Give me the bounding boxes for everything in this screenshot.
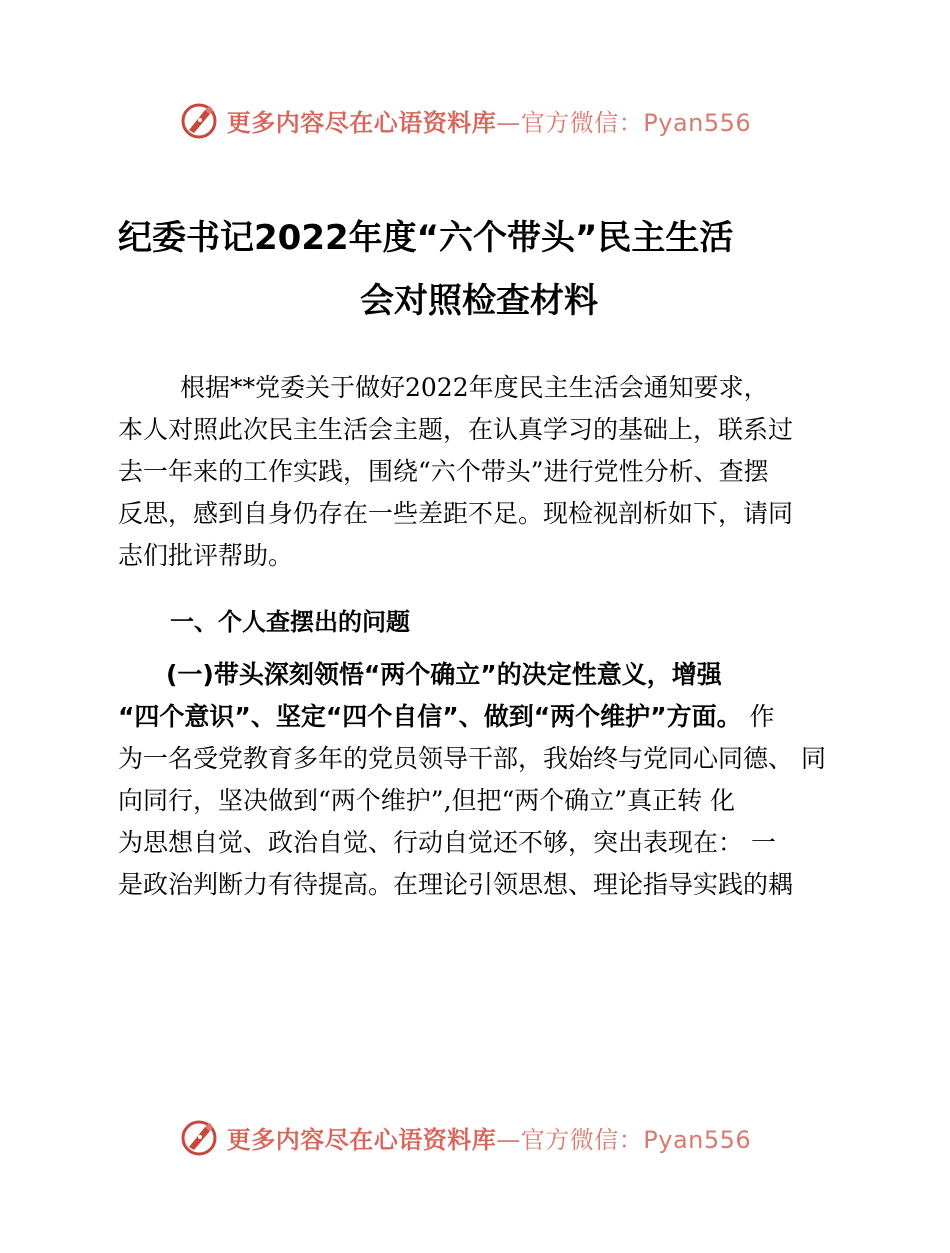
watermark-text: 更多内容尽在心语资料库—官方微信：Pyan556 (226, 1125, 752, 1154)
footer-watermark (0, 1112, 950, 1162)
intro-line: 本人对照此次民主生活会主题，在认真学习的基础上，联系过 (118, 415, 794, 444)
intro-paragraph (118, 367, 858, 577)
header-watermark (0, 95, 950, 145)
body-line: 为思想自觉、政治自觉、行动自觉还不够，突出表现在： 一 (118, 828, 776, 857)
subsection-paragraph (118, 654, 858, 906)
body-line: 为一名受党教育多年的党员领导干部，我始终与党同心同德、 同 (118, 744, 826, 773)
body-line: 是政治判断力有待提高。在理论引领思想、理论指导实践的耦 (118, 870, 794, 899)
subsection-heading-text: “四个意识”、坚定“四个自信”、做到“两个维护”方面。 (118, 702, 742, 731)
document-title-line-1: 纪委书记2022年度“六个带头”民主生活 (118, 218, 734, 258)
body-text: 作 (741, 702, 775, 731)
document-title-line-2: 会对照检查材料 (360, 281, 598, 321)
intro-line: 反思，感到自身仍存在一些差距不足。现检视剖析如下，请同 (118, 499, 794, 528)
intro-line: 去一年来的工作实践，围绕“六个带头”进行党性分析、查摆 (118, 457, 769, 486)
subsection-heading-line (118, 696, 858, 738)
body-line: 向同行，坚决做到“两个维护”,但把“两个确立”真正转 化 (118, 786, 736, 815)
section-heading: 一、个人查摆出的问题 (170, 608, 410, 636)
intro-line: 志们批评帮助。 (118, 541, 294, 570)
pen-nib-circle-icon (179, 100, 219, 140)
intro-line: 根据**党委关于做好2022年度民主生活会通知要求， (180, 373, 769, 402)
pen-nib-circle-icon (179, 1117, 219, 1157)
subsection-heading-line: (一)带头深刻领悟“两个确立”的决定性意义，增强 (166, 660, 722, 689)
watermark-text: 更多内容尽在心语资料库—官方微信：Pyan556 (226, 108, 752, 137)
